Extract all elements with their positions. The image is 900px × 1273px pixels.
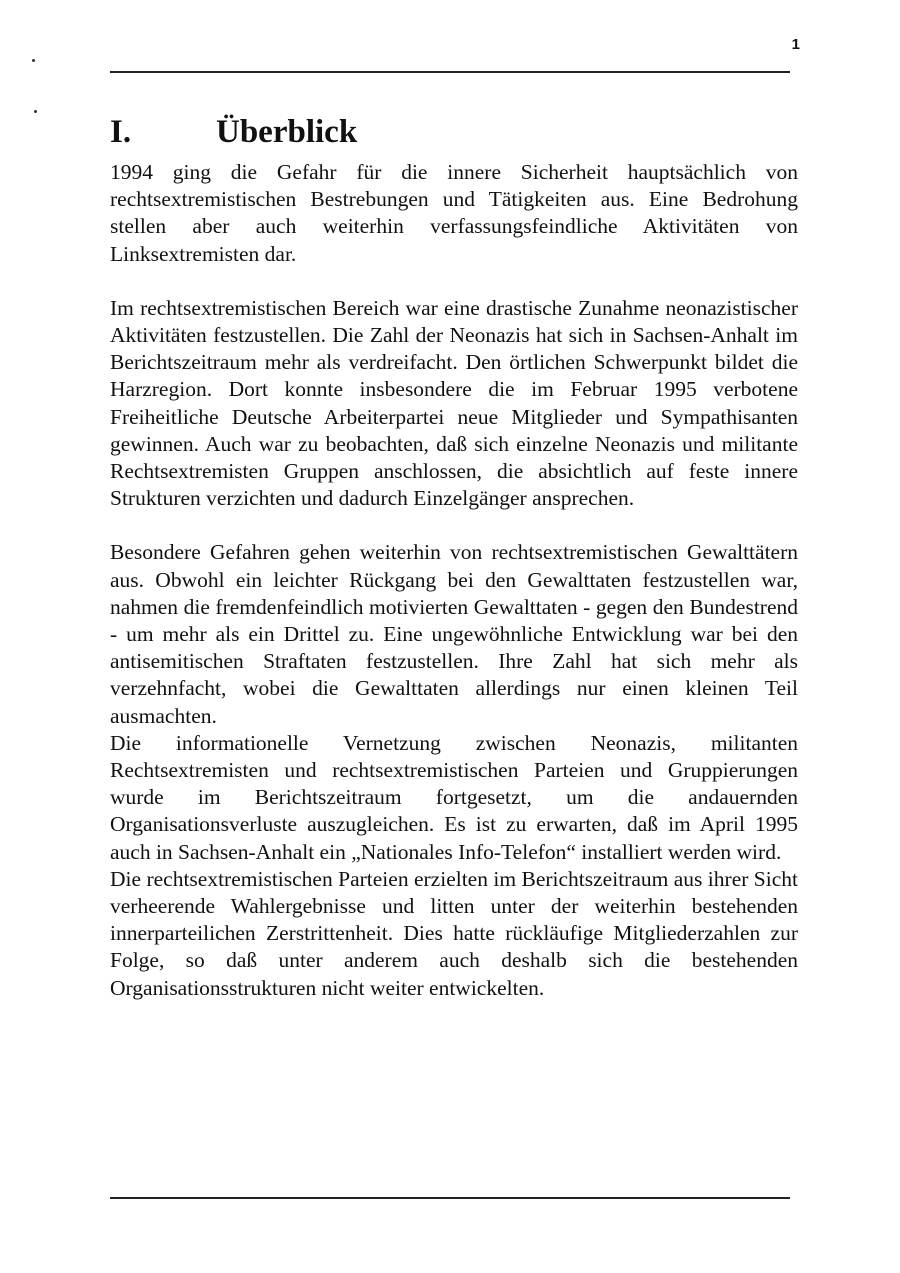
- body-text: [110, 159, 798, 1002]
- section-heading: [110, 112, 357, 152]
- scan-speck: [32, 59, 35, 62]
- section-title: Überblick: [216, 114, 358, 151]
- bottom-rule: [110, 1197, 790, 1199]
- paragraph-parties: Die rechtsextremistischen Parteien erzielten im Berichtszeitraum aus ihrer Sicht verheerende Wahlergebnisse und litten unter der weiterhin bestehenden innerparteilichen Zerstrittenheit. Dies hatte rückläufige Mitgliederzahlen zur Folge, so daß unter anderem auch deshalb sich die bestehenden Organisationsstrukturen nicht weiter entwickelten.: [110, 866, 798, 1000]
- page-number: 1: [791, 36, 800, 53]
- section-number: I.: [110, 114, 132, 151]
- top-rule: [110, 71, 790, 73]
- paragraph-violent-offenders: Besondere Gefahren gehen weiterhin von rechtsextremistischen Gewalttätern aus. Obwohl ein leichter Rückgang bei den Gewalttaten festzustellen war, nahmen die fremdenfeindlich motivierten Gewalttaten - gegen den Bundestrend - um mehr als ein Drittel zu. Eine ungewöhnliche Entwicklung war bei den antisemitischen Straftaten festzustellen. Ihre Zahl hat sich mehr als verzehnfacht, wobei die Gewalttaten allerdings nur einen kleinen Teil ausmachten.: [110, 540, 798, 728]
- paragraph-overview: 1994 ging die Gefahr für die innere Sicherheit hauptsächlich von rechtsextremistischen Bestrebungen und Tätigkeiten aus. Eine Bedrohung stellen aber auch weiterhin verfassungsfeindliche Aktivitäten von Linksextremisten dar.: [110, 160, 798, 266]
- scan-speck: [34, 110, 37, 113]
- paragraph-right-wing-activity: Im rechtsextremistischen Bereich war eine drastische Zunahme neonazistischer Aktivitäten festzustellen. Die Zahl der Neonazis hat sich in Sachsen-Anhalt im Berichtszeitraum mehr als verdreifacht. Den örtlichen Schwerpunkt bildet die Harzregion. Dort konnte insbesondere die im Februar 1995 verbotene Freiheitliche Deutsche Arbeiterpartei neue Mitglieder und Sympathisanten gewinnen. Auch war zu beobachten, daß sich einzelne Neonazis und militante Rechtsextremisten Gruppen anschlossen, die absichtlich auf feste innere Strukturen verzichten und dadurch Einzelgänger ansprechen.: [110, 295, 798, 511]
- paragraph-networking: Die informationelle Vernetzung zwischen Neonazis, militanten Rechtsextremisten und rechtsextremistischen Parteien und Gruppierungen wurde im Berichtszeitraum fortgesetzt, um die andauernden Organisationsverluste auszugleichen. Es ist zu erwarten, daß im April 1995 auch in Sachsen-Anhalt ein „Nationales Info-Telefon“ installiert werden wird.: [110, 730, 798, 864]
